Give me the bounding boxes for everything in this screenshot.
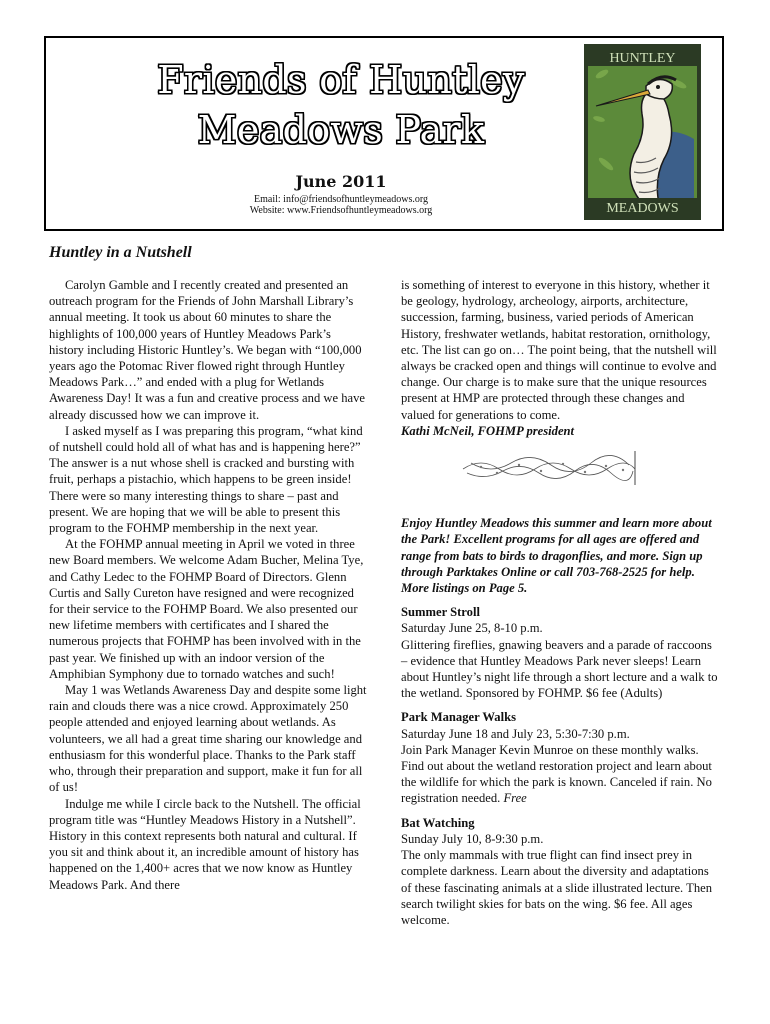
event-title: Summer Stroll (401, 605, 480, 620)
article-paragraph: I asked myself as I was preparing this program, “what kind of nutshell could hold all of what has and is happening here?” The answer is a nut whose shell is cracked and bursting with fruit, perhaps a pistachio, which happens to be green inside! There were so many interesting things to share – past and present. We are hoping that we will be able to present this program to the FOHMP membership in the next year. (49, 423, 363, 536)
event-description: Join Park Manager Kevin Munroe on these monthly walks. Find out about the wetland restoration project and learn about the wildlife for which the park is known. Canceled if rain. No registration needed. (401, 742, 712, 806)
article-continuation: is something of interest to everyone in this history, whether it be geology, hydrology, archeology, airports, architecture, succession, farming, business, varied periods of American History, freshwater wetlands, habitat restoration, ornithology, etc. The list can go on… The point being, that the nutshell will always be cracked open and things will continue to evolve and change. Our charge is to make sure that the unique resources present at HMP are protected through these changes and valued for generations to come. (401, 278, 717, 422)
article-paragraph: Indulge me while I circle back to the Nutshell. The official program title was “Huntley Meadows History in a Nutshell”. History in this context represents both natural and cultural. If you sit and think about it, an incredible amount of history has happened on the 1,400+ acres that we now know as Huntley Meadows Park. And there (49, 796, 361, 892)
event-when: Sunday July 10, 8-9:30 p.m. (401, 831, 544, 846)
event-description: The only mammals with true flight can find insect prey in complete darkness. Learn about the diversity and adaptations of these fascinating animals at a slide illustrated lecture. Then search twilight skies for bats on the wing. $6 fee. All ages welcome. (401, 848, 713, 927)
event-when: Saturday June 18 and July 23, 5:30-7:30 p.m. (401, 726, 630, 741)
newsletter-title-line1: Friends of Huntley (157, 58, 525, 102)
right-column (401, 277, 721, 928)
article-signature: Kathi McNeil, FOHMP president (401, 423, 575, 438)
event-description-wrap (401, 742, 721, 807)
event-description: Glittering fireflies, gnawing beavers and a parade of raccoons – evidence that Huntley Meadows Park never sleeps! Learn about Huntley’s night life through a short lecture and a walk to the wetland. Sponsored by FOHMP. $6 fee (Adults) (401, 637, 718, 701)
article-paragraph: At the FOHMP annual meeting in April we voted in three new Board members. We welcome Adam Bucher, Melina Tye, and Cathy Ledec to the FOHMP Board of Directors. Glenn Curtis and Sally Cureton have resigned and were recognized for their service to the FOHMP Board. We also presented our new lifetime members with certificates and I shared the numerous projects that FOHMP has been involved with in the past year. We finished up with an indoor version of the Amphibian Symphony due to tornado watches and such! (49, 537, 364, 681)
heron-logo (584, 44, 701, 220)
event-title: Bat Watching (401, 815, 475, 830)
logo-top-text: HUNTLEY (609, 51, 676, 66)
article-left-column (49, 277, 367, 893)
decorative-flourish (401, 449, 721, 489)
logo-bottom-text: MEADOWS (606, 201, 679, 216)
issue-date: June 2011 (295, 172, 387, 191)
article-paragraph: May 1 was Wetlands Awareness Day and despite some light rain and clouds there was a nice crowd. Approximately 250 people attended and enjoyed learning about wetlands. As volunteers, we all had a great time sharing our knowledge and enthusiasm for this wonderful place. Thanks to the Park staff who, through their preparation and support, make it fun for all of us! (49, 683, 367, 795)
contact-email: Email: info@friendsofhuntleymeadows.org (254, 194, 428, 205)
event-title: Park Manager Walks (401, 710, 516, 725)
article-paragraph: Carolyn Gamble and I recently created and presented an outreach program for the Friends of John Marshall Library’s annual meeting. It took us about 60 minutes to share the highlights of 100,000 years of Huntley Meadows Park’s history including Historic Huntley’s. We began with “100,000 years ago the Potomac River flowed right through Huntley Meadows Park…” and ended with a plug for Wetlands Awareness Day! It was a fun and creative process and we have already discussed how we can improve it. (49, 278, 365, 422)
programs-intro: Enjoy Huntley Meadows this summer and learn more about the Park! Excellent programs for all ages are offered and range from bats to birds to dragonflies, and more. Sign up through Parktakes Online or call 703-768-2525 for help. More listings on Page 5. (401, 516, 712, 596)
contact-website: Website: www.Friendsofhuntleymeadows.org (249, 205, 433, 216)
newsletter-title-line2: Meadows Park (197, 108, 485, 152)
event-when: Saturday June 25, 8-10 p.m. (401, 621, 543, 636)
article-heading: Huntley in a Nutshell (49, 244, 192, 261)
event-fee-note: Free (503, 791, 527, 806)
